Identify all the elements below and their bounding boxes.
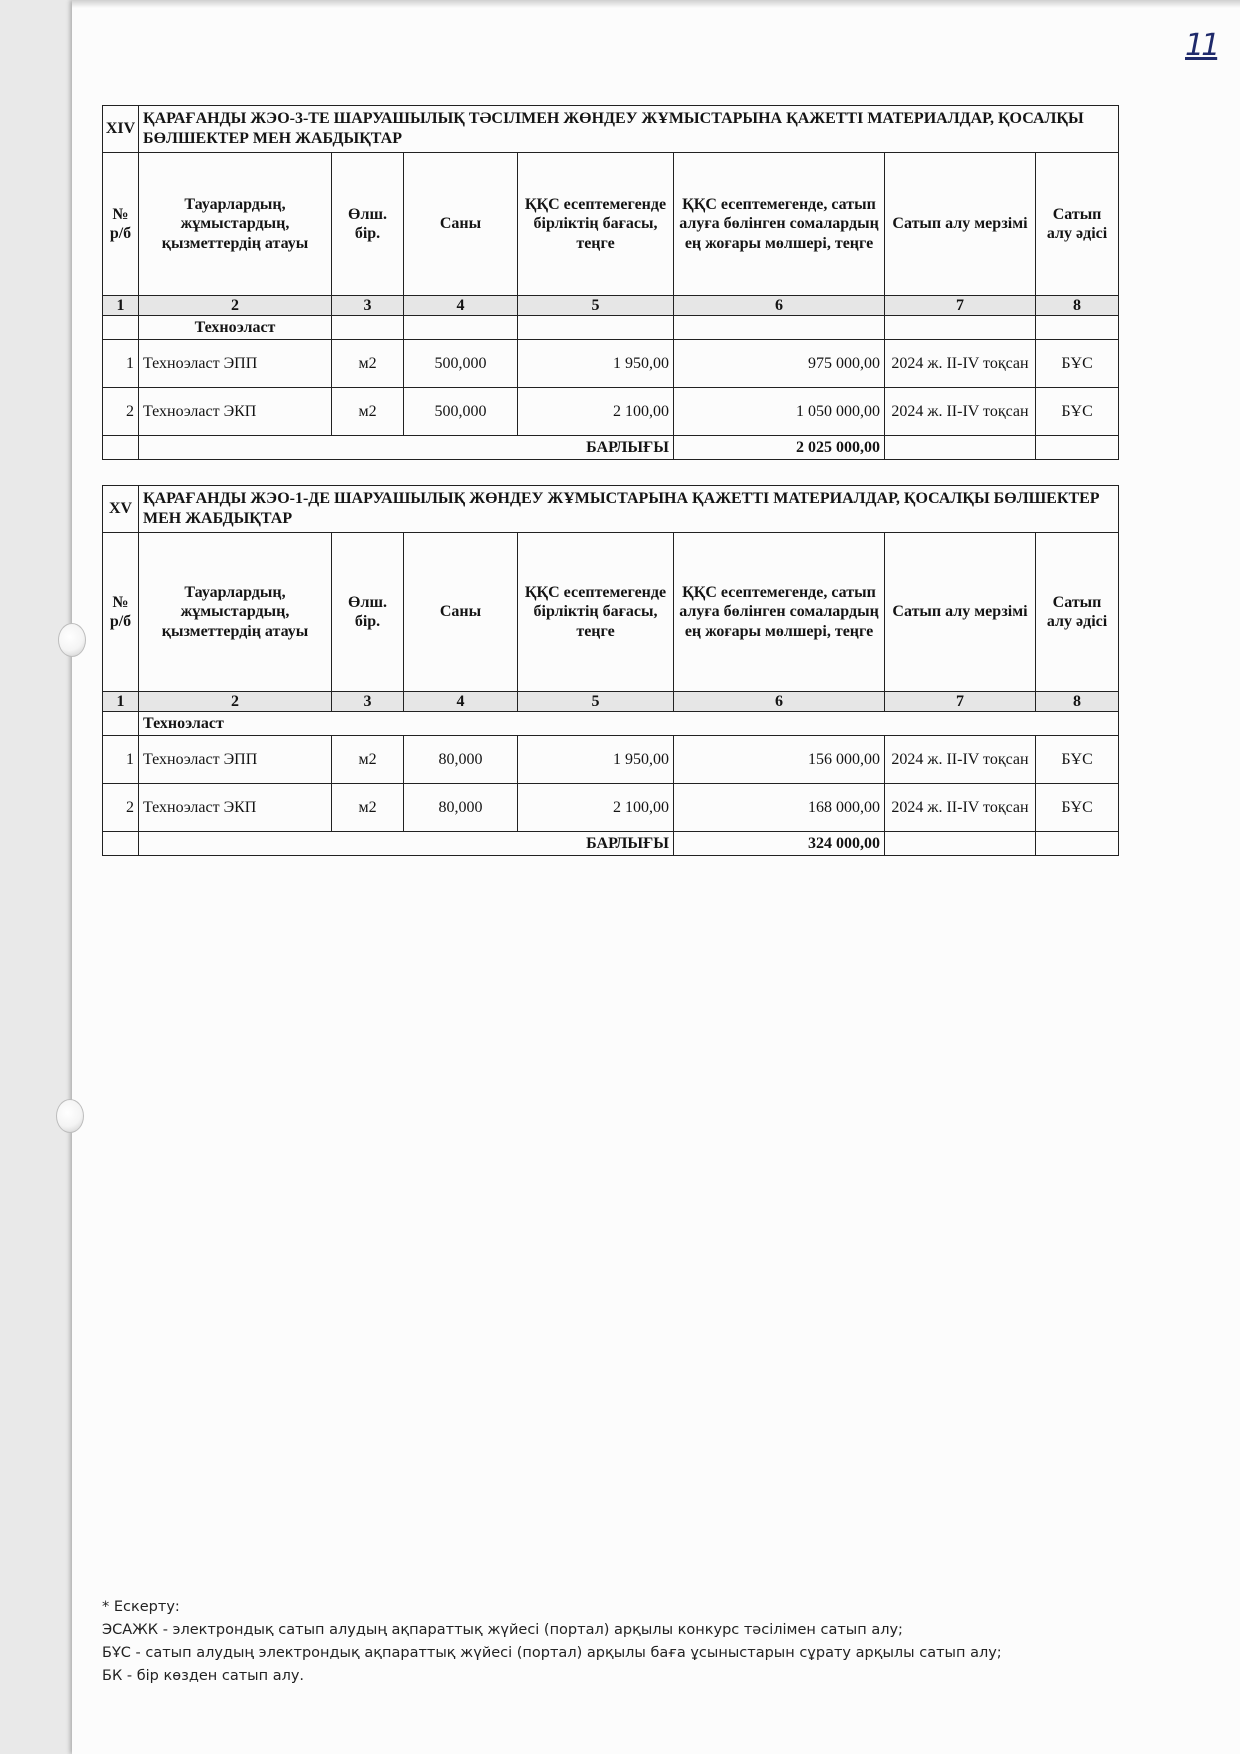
row-name: Техноэласт ЭКП <box>139 784 332 832</box>
footnote <box>102 1596 1102 1688</box>
col-number: 1 <box>103 296 139 316</box>
col-number: 8 <box>1036 692 1119 712</box>
row-unit: м2 <box>332 340 404 388</box>
section-title: ҚАРАҒАНДЫ ЖЭО-3-ТЕ ШАРУАШЫЛЫҚ ТӘСІЛМЕН ЖӨНДЕУ ЖҰМЫСТАРЫНА ҚАЖЕТТІ МАТЕРИАЛДАР, ҚОСАЛҚЫ БӨЛШЕКТЕР МЕН ЖАБДЫҚТАР <box>139 106 1119 153</box>
row-method: БҰС <box>1036 736 1119 784</box>
row-amount: 168 000,00 <box>674 784 885 832</box>
row-method: БҰС <box>1036 340 1119 388</box>
col-number: 7 <box>885 692 1036 712</box>
row-period: 2024 ж. II-IV тоқсан <box>885 784 1036 832</box>
row-period: 2024 ж. II-IV тоқсан <box>885 388 1036 436</box>
table-row <box>103 784 1119 832</box>
col-number: 2 <box>139 296 332 316</box>
col-number: 3 <box>332 296 404 316</box>
row-price: 2 100,00 <box>518 784 674 832</box>
row-method: БҰС <box>1036 784 1119 832</box>
header-no: № р/б <box>103 153 139 296</box>
footnote-line: БК - бір көзден сатып алу. <box>102 1668 305 1684</box>
row-period: 2024 ж. II-IV тоқсан <box>885 340 1036 388</box>
section-number: XIV <box>103 106 139 153</box>
footnote-line: БҰС - сатып алудың электрондық ақпараттық жүйесі (портал) арқылы баға ұсыныстарын сұрату арқылы сатып алу; <box>102 1645 1002 1661</box>
row-unit: м2 <box>332 736 404 784</box>
row-price: 2 100,00 <box>518 388 674 436</box>
row-price: 1 950,00 <box>518 736 674 784</box>
header-period: Сатып алу мерзімі <box>885 533 1036 692</box>
col-number: 1 <box>103 692 139 712</box>
row-no: 1 <box>103 736 139 784</box>
section-table-xiv <box>102 105 1119 460</box>
header-method: Сатып алу әдісі <box>1036 533 1119 692</box>
row-qty: 500,000 <box>404 340 518 388</box>
row-qty: 80,000 <box>404 784 518 832</box>
group-title: Техноэласт <box>139 316 332 340</box>
header-method: Сатып алу әдісі <box>1036 153 1119 296</box>
col-number: 4 <box>404 296 518 316</box>
total-label: БАРЛЫҒЫ <box>139 832 674 856</box>
col-number: 5 <box>518 296 674 316</box>
row-qty: 500,000 <box>404 388 518 436</box>
section-title-row <box>103 486 1119 533</box>
col-number: 5 <box>518 692 674 712</box>
row-qty: 80,000 <box>404 736 518 784</box>
row-name: Техноэласт ЭКП <box>139 388 332 436</box>
header-unit: Өлш. бір. <box>332 533 404 692</box>
total-amount: 324 000,00 <box>674 832 885 856</box>
row-name: Техноэласт ЭПП <box>139 736 332 784</box>
header-period: Сатып алу мерзімі <box>885 153 1036 296</box>
binder-hole-top <box>58 623 86 657</box>
row-unit: м2 <box>332 388 404 436</box>
section-title: ҚАРАҒАНДЫ ЖЭО-1-ДЕ ШАРУАШЫЛЫҚ ЖӨНДЕУ ЖҰМЫСТАРЫНА ҚАЖЕТТІ МАТЕРИАЛДАР, ҚОСАЛҚЫ БӨЛШЕКТЕР МЕН ЖАБДЫҚТАР <box>139 486 1119 533</box>
total-row <box>103 832 1119 856</box>
row-amount: 156 000,00 <box>674 736 885 784</box>
row-name: Техноэласт ЭПП <box>139 340 332 388</box>
section-table-xv <box>102 485 1119 856</box>
section-number: XV <box>103 486 139 533</box>
section-title-row <box>103 106 1119 153</box>
col-number: 6 <box>674 692 885 712</box>
column-header-row <box>103 533 1119 692</box>
row-amount: 1 050 000,00 <box>674 388 885 436</box>
footnote-heading: * Ескерту: <box>102 1599 180 1615</box>
column-header-row <box>103 153 1119 296</box>
col-number: 6 <box>674 296 885 316</box>
group-title: Техноэласт <box>139 712 1119 736</box>
row-method: БҰС <box>1036 388 1119 436</box>
header-amount: ҚҚС есептемегенде, сатып алуға бөлінген сомалардың ең жоғары мөлшері, теңге <box>674 533 885 692</box>
col-number: 3 <box>332 692 404 712</box>
col-number: 4 <box>404 692 518 712</box>
row-price: 1 950,00 <box>518 340 674 388</box>
header-no: № р/б <box>103 533 139 692</box>
row-no: 2 <box>103 784 139 832</box>
total-row <box>103 436 1119 460</box>
table-row <box>103 340 1119 388</box>
col-number: 2 <box>139 692 332 712</box>
col-number: 8 <box>1036 296 1119 316</box>
group-row <box>103 316 1119 340</box>
header-unit: Өлш. бір. <box>332 153 404 296</box>
row-no: 1 <box>103 340 139 388</box>
header-name: Тауарлардың, жұмыстардың, қызметтердің атауы <box>139 153 332 296</box>
footnote-line: ЭСАЖК - электрондық сатып алудың ақпараттық жүйесі (портал) арқылы конкурс тәсілімен сатып алу; <box>102 1622 903 1638</box>
row-amount: 975 000,00 <box>674 340 885 388</box>
row-period: 2024 ж. II-IV тоқсан <box>885 736 1036 784</box>
header-qty: Саны <box>404 153 518 296</box>
column-number-row <box>103 296 1119 316</box>
row-unit: м2 <box>332 784 404 832</box>
table-row <box>103 736 1119 784</box>
page-number: 11 <box>1185 28 1218 63</box>
header-amount: ҚҚС есептемегенде, сатып алуға бөлінген сомалардың ең жоғары мөлшері, теңге <box>674 153 885 296</box>
total-label: БАРЛЫҒЫ <box>139 436 674 460</box>
binder-hole-bottom <box>56 1099 84 1133</box>
header-name: Тауарлардың, жұмыстардың, қызметтердің атауы <box>139 533 332 692</box>
total-amount: 2 025 000,00 <box>674 436 885 460</box>
table-row <box>103 388 1119 436</box>
group-row <box>103 712 1119 736</box>
column-number-row <box>103 692 1119 712</box>
col-number: 7 <box>885 296 1036 316</box>
row-no: 2 <box>103 388 139 436</box>
header-price: ҚҚС есептемегенде бірліктің бағасы, теңге <box>518 153 674 296</box>
scan-edge <box>72 0 1240 8</box>
header-price: ҚҚС есептемегенде бірліктің бағасы, теңге <box>518 533 674 692</box>
header-qty: Саны <box>404 533 518 692</box>
